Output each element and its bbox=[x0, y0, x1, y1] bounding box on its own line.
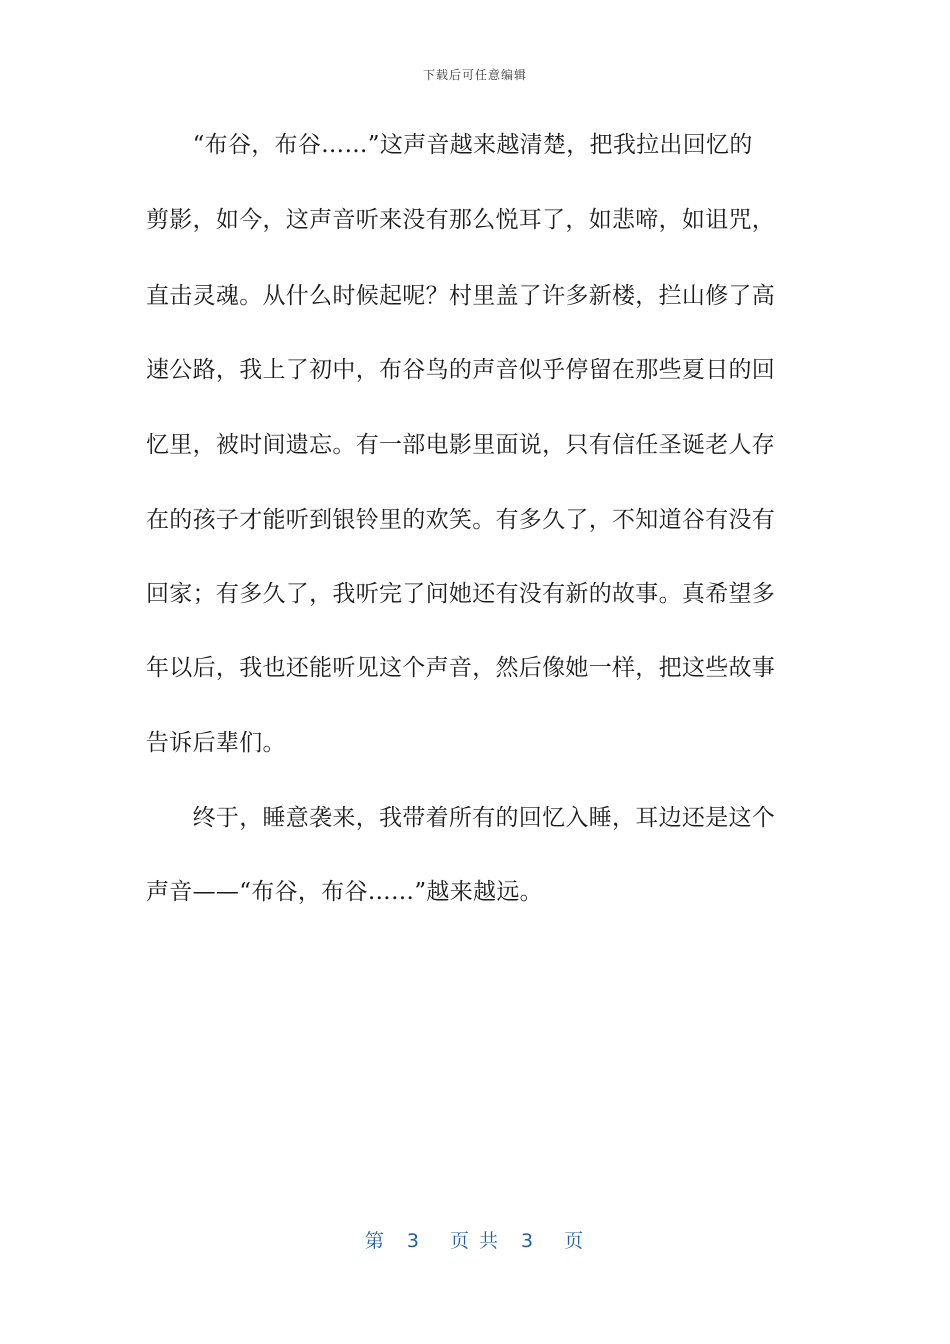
text-line: 告诉后辈们。 bbox=[146, 730, 286, 756]
text-line: 剪影，如今，这声音听来没有那么悦耳了，如悲啼，如诅咒， bbox=[146, 207, 776, 233]
page-header-note: 下载后可任意编辑 bbox=[422, 68, 527, 82]
text-line: “布谷，布谷……”这声音越来越清楚，把我拉出回忆的 bbox=[146, 132, 753, 158]
page-number-label: 第 3 页 共 3 页 bbox=[364, 1230, 586, 1252]
text-line: 年以后，我也还能听见这个声音，然后像她一样，把这些故事 bbox=[146, 655, 776, 681]
text-line: 在的孩子才能听到银铃里的欢笑。有多久了，不知道谷有没有 bbox=[146, 507, 776, 533]
text-line: 速公路，我上了初中，布谷鸟的声音似乎停留在那些夏日的回 bbox=[146, 357, 776, 383]
page-number-footer bbox=[0, 1226, 950, 1253]
text-line: 回家；有多久了，我听完了问她还有没有新的故事。真希望多 bbox=[146, 581, 776, 607]
text-line: 忆里，被时间遗忘。有一部电影里面说，只有信任圣诞老人存 bbox=[146, 432, 776, 458]
text-line: 声音——“布谷，布谷……”越来越远。 bbox=[146, 879, 543, 905]
text-line: 终于，睡意袭来，我带着所有的回忆入睡，耳边还是这个 bbox=[146, 805, 776, 831]
text-line: 直击灵魂。从什么时候起呢？村里盖了许多新楼，拦山修了高 bbox=[146, 283, 776, 309]
